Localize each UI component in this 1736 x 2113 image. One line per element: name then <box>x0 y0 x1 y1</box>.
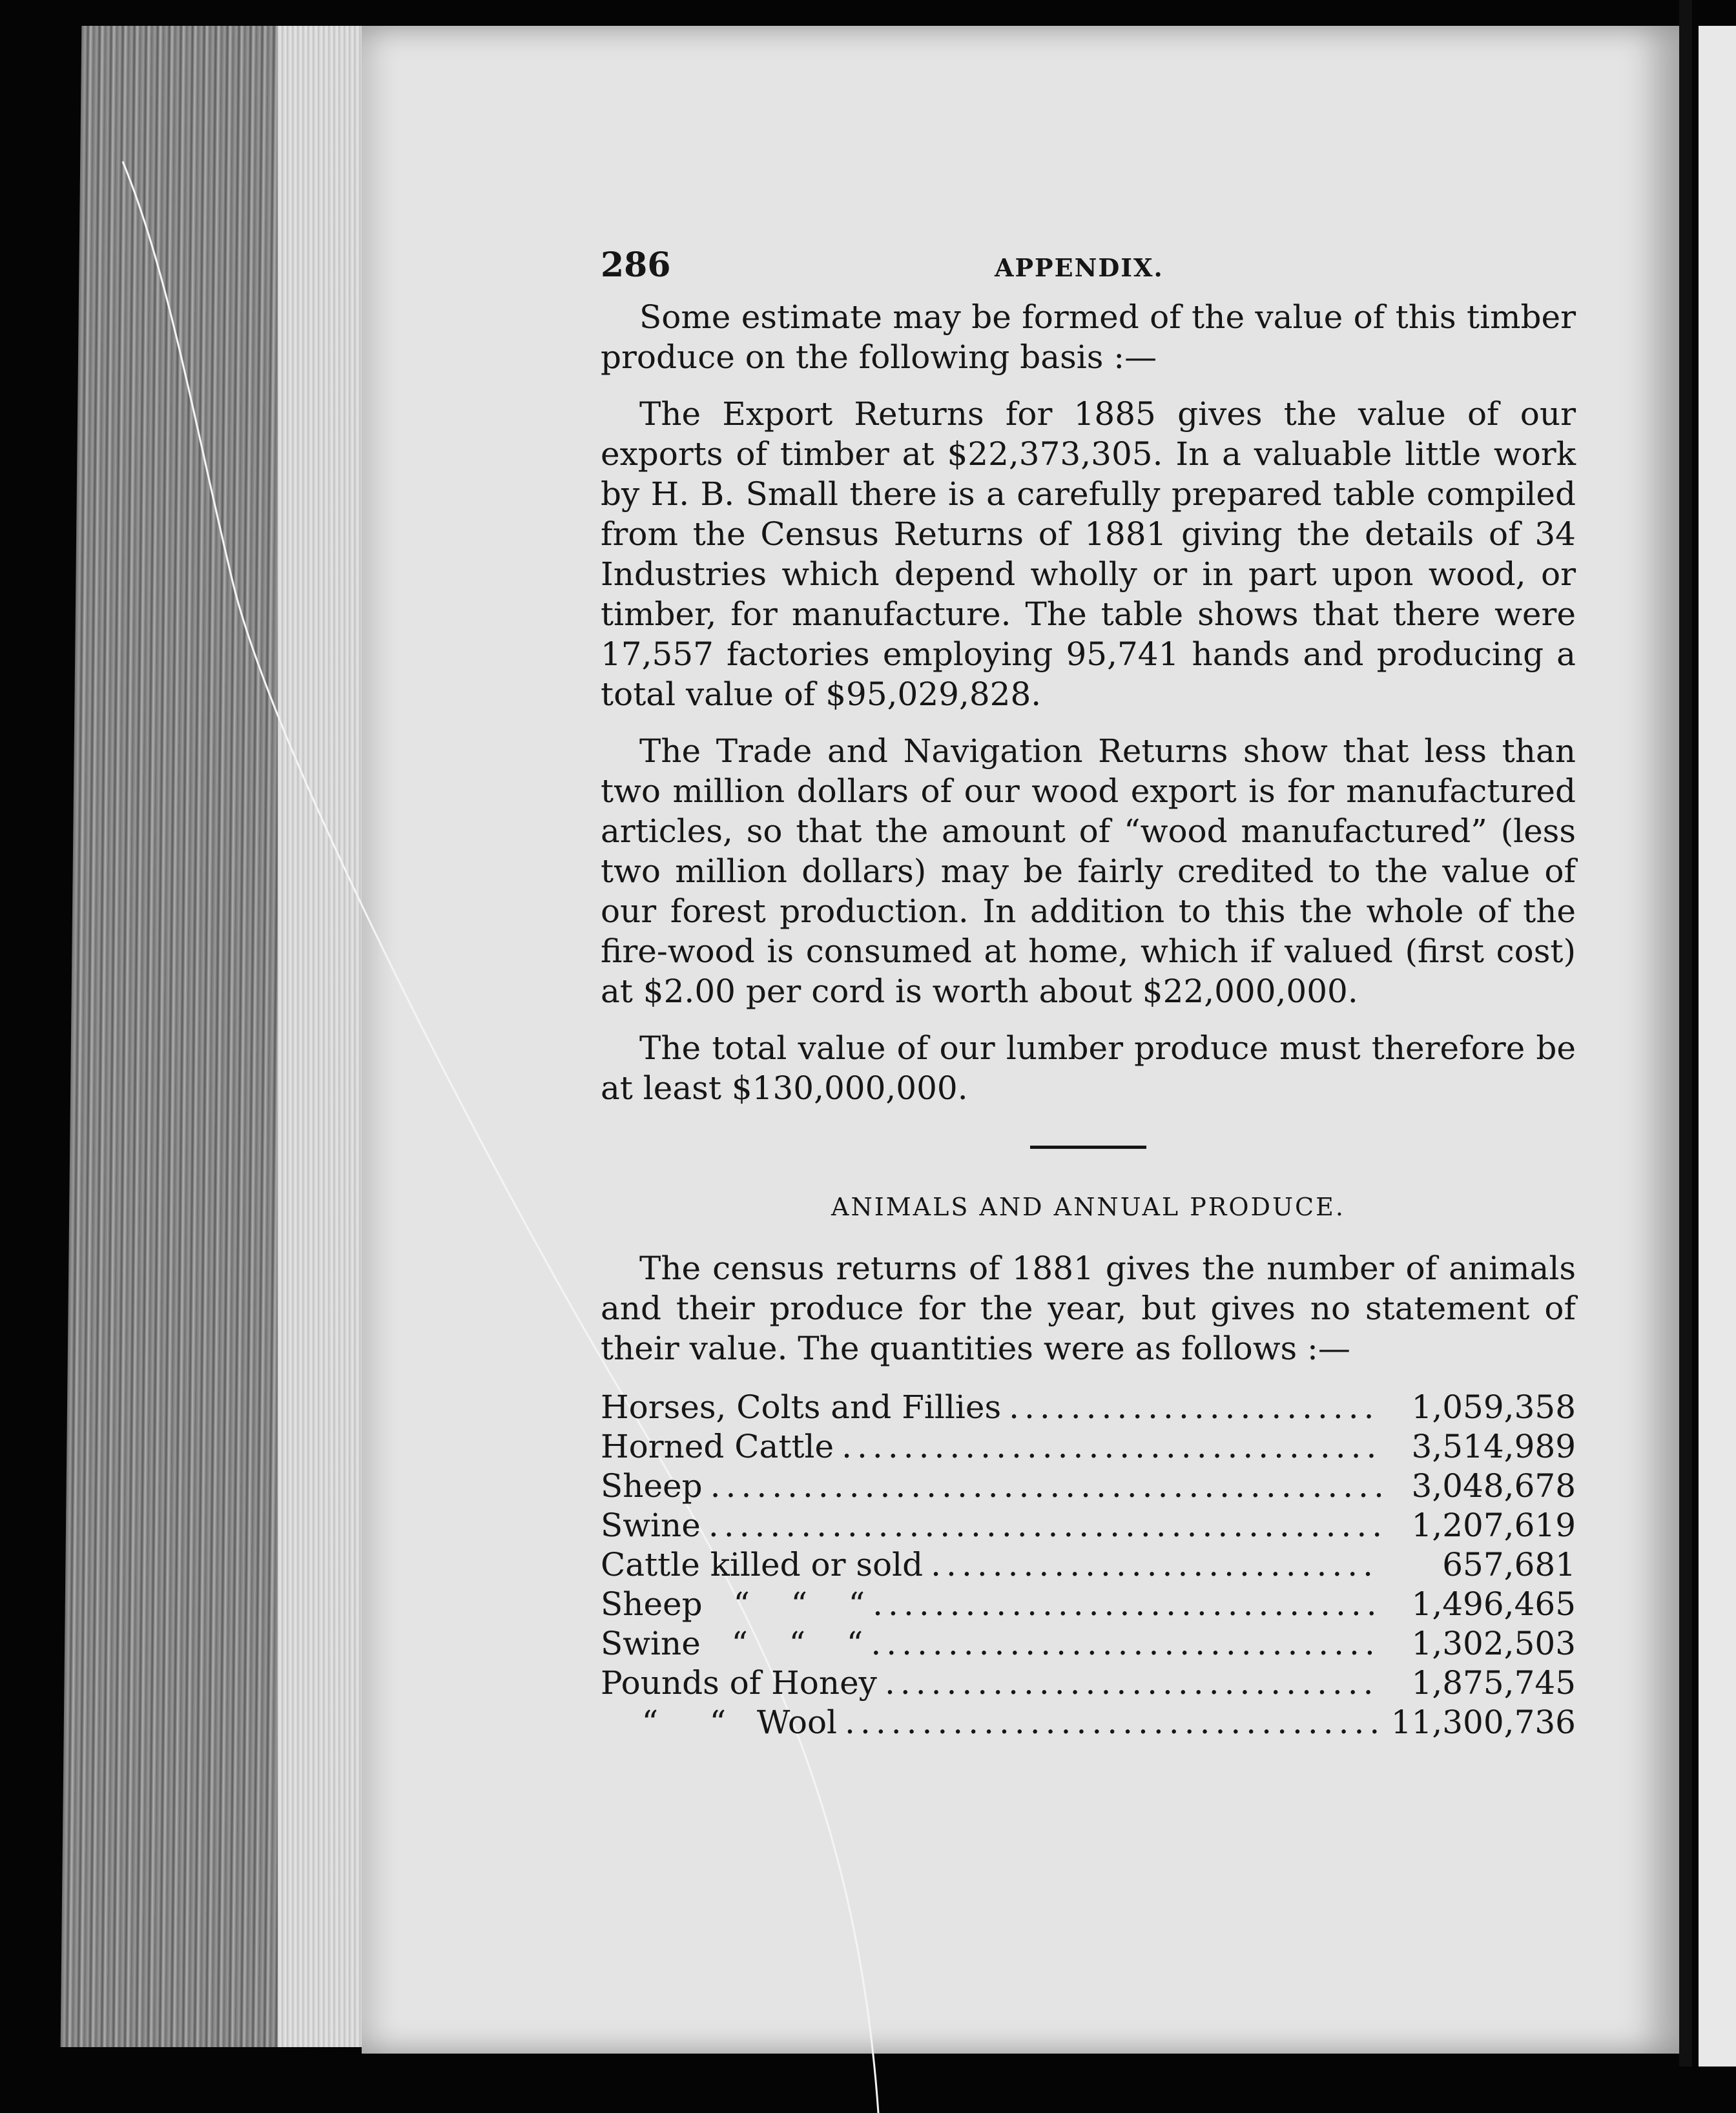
row-value: 1,302,503 <box>1411 1625 1576 1662</box>
row-value: 3,514,989 <box>1411 1428 1576 1465</box>
row-label: Sheep “ “ “ <box>601 1585 865 1623</box>
book-page-edges-inner <box>278 26 368 2047</box>
leader-dots <box>842 1427 1381 1467</box>
table-row <box>601 1703 1576 1742</box>
row-label: Pounds of Honey <box>601 1664 877 1702</box>
leader-dots <box>871 1624 1381 1664</box>
row-label: Sheep <box>601 1467 703 1505</box>
paragraph-trade-navigation: The Trade and Navigation Returns show that less than two million dollars of our wood export is for manufactured articles, so that the amount of “wood manufactured” (less two million dollars) may be fairly credited to the value of our forest production. In addition to this the whole of the fire-wood is consumed at home, which if valued (first cost) at $2.00 per cord is worth about $22,000,000. <box>601 732 1576 1010</box>
page-content <box>601 239 1576 1742</box>
table-row <box>601 1624 1576 1664</box>
paragraph-export-returns: The Export Returns for 1885 gives the value of our exports of timber at $22,373,305. In a valuable little work by H. B. Small there is a carefully prepared table compiled from the Census Returns of 1881 giving the details of 34 Industries which depend wholly or in part upon wood, or timber, for manufacture. The table shows that there were 17,557 factories employing 95,741 hands and producing a total value of $95,029,828. <box>601 395 1576 713</box>
page-header <box>601 239 1576 297</box>
row-label: Swine <box>601 1507 701 1544</box>
facing-page-edge <box>1699 26 1736 2067</box>
leader-dots <box>931 1545 1381 1585</box>
row-value: 1,875,745 <box>1411 1664 1576 1702</box>
table-row <box>601 1545 1576 1585</box>
table-row <box>601 1427 1576 1467</box>
leader-dots <box>710 1467 1381 1506</box>
row-label: Horned Cattle <box>601 1428 834 1465</box>
row-value: 3,048,678 <box>1411 1467 1576 1505</box>
row-label: Cattle killed or sold <box>601 1546 924 1583</box>
table-row <box>601 1664 1576 1703</box>
section-divider <box>1030 1146 1146 1149</box>
row-value: 1,059,358 <box>1411 1388 1576 1426</box>
paragraph-timber-estimate: Some estimate may be formed of the value of this timber produce on the following basis :— <box>601 298 1576 376</box>
table-row <box>601 1467 1576 1506</box>
running-head: APPENDIX. <box>995 253 1164 282</box>
row-label: Swine “ “ “ <box>601 1625 863 1662</box>
paragraph-total-value: The total value of our lumber produce must therefore be at least $130,000,000. <box>601 1029 1576 1107</box>
paragraph-census-intro: The census returns of 1881 gives the number of animals and their produce for the year, but gives no statement of their value. The quantities were as follows :— <box>601 1250 1576 1367</box>
row-value: 1,496,465 <box>1411 1585 1576 1623</box>
produce-table <box>601 1388 1576 1742</box>
leader-dots <box>845 1703 1381 1742</box>
leader-dots <box>873 1585 1381 1624</box>
leader-dots <box>885 1664 1381 1703</box>
row-value: 657,681 <box>1442 1546 1576 1583</box>
leader-dots <box>1009 1388 1381 1427</box>
row-label: Horses, Colts and Fillies <box>601 1388 1002 1426</box>
leader-dots <box>708 1506 1381 1545</box>
page-gutter <box>1679 0 1692 2067</box>
section-heading: ANIMALS AND ANNUAL PRODUCE. <box>831 1193 1345 1221</box>
row-value: 1,207,619 <box>1411 1507 1576 1544</box>
table-row <box>601 1585 1576 1624</box>
page-number: 286 <box>601 245 671 285</box>
table-row <box>601 1388 1576 1427</box>
table-row <box>601 1506 1576 1545</box>
row-value: 11,300,736 <box>1390 1704 1576 1741</box>
row-label: “ “ Wool <box>601 1704 838 1741</box>
